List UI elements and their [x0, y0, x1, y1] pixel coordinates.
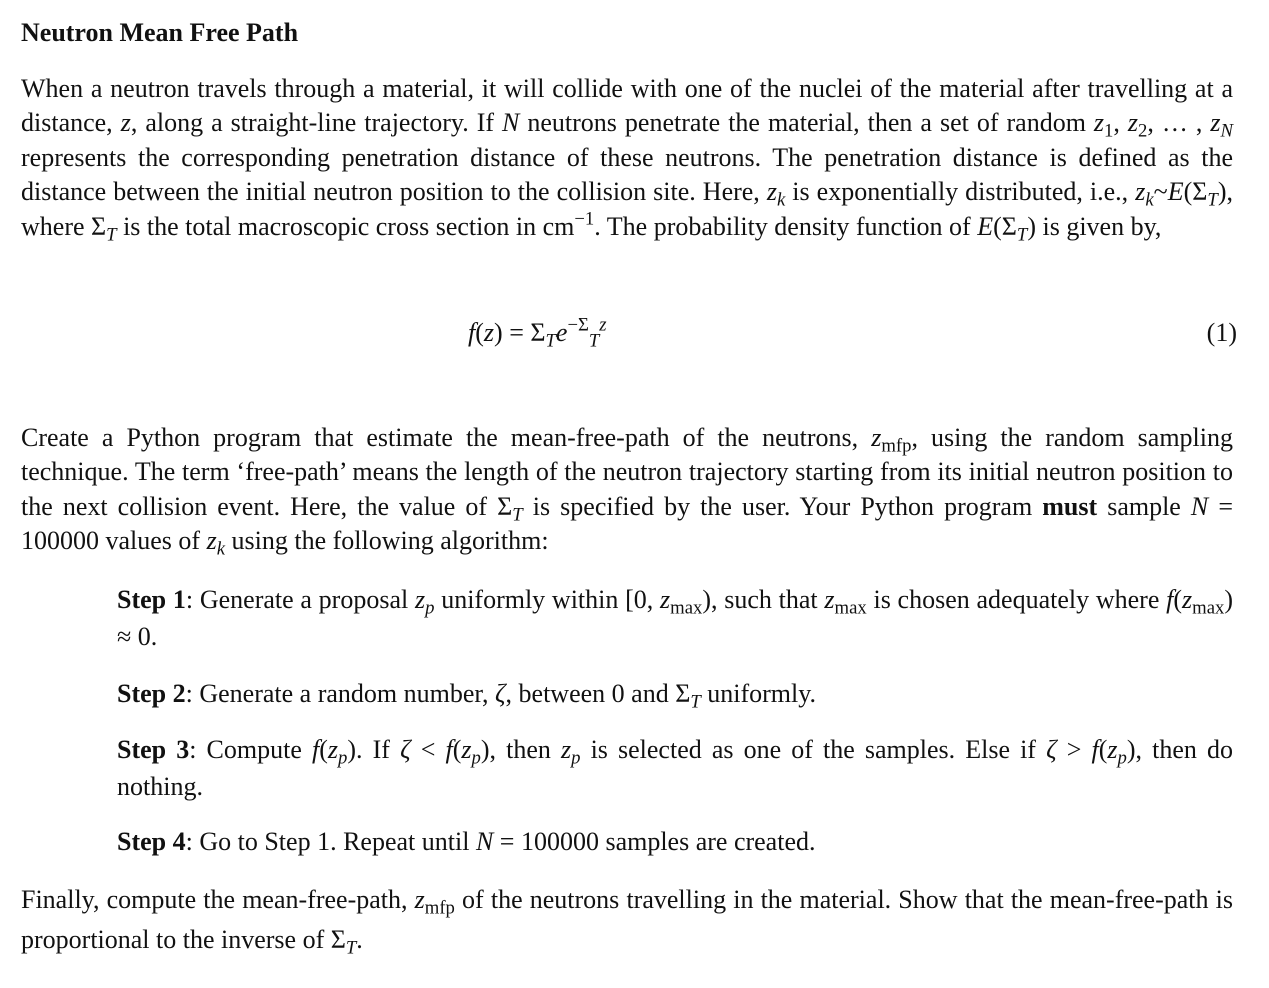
math-subscript: T — [512, 504, 523, 526]
text-run: ( — [452, 735, 462, 764]
text-run: ( — [475, 318, 484, 347]
math-symbol: z — [871, 423, 882, 452]
math-subscript: T — [588, 330, 600, 352]
math-subscript: T — [106, 224, 117, 246]
text-run: > — [1056, 735, 1092, 764]
step-1 — [117, 581, 1233, 655]
text-run: ) is given by, — [1027, 211, 1162, 241]
text-run: Create a Python program that estimate the mean-free-path of the neutrons, — [21, 423, 872, 452]
math-symbol: z — [120, 108, 131, 138]
math-subscript: T — [690, 691, 701, 713]
task-paragraph — [21, 421, 1233, 559]
math-symbol: z — [206, 526, 217, 556]
math-symbol: f — [468, 318, 476, 347]
math-symbol: f — [311, 735, 320, 764]
math-symbol: z — [1182, 585, 1193, 614]
text-run: ( — [319, 735, 328, 764]
text-run: ), where Σ — [21, 177, 1233, 241]
text-run: is exponentially distributed, i.e., — [785, 177, 1136, 207]
math-superscript: z — [599, 314, 607, 336]
math-symbol: z — [660, 585, 671, 614]
math-subscript: p — [471, 747, 481, 769]
text-run: sample — [1097, 491, 1191, 521]
math-symbol: z — [1127, 108, 1139, 138]
math-symbol: z — [1093, 108, 1105, 138]
text-run: ), then do nothing. — [117, 735, 1233, 801]
text-run: : Go to Step 1. Repeat until — [185, 827, 476, 856]
text-run: uniformly within [0, — [434, 585, 661, 614]
text-run: neutrons penetrate the material, then a set of random — [519, 108, 1094, 138]
math-symbol: E — [977, 211, 994, 241]
math-superscript: −Σ — [567, 314, 589, 336]
math-symbol: ζ — [495, 679, 506, 708]
math-subscript: p — [1117, 747, 1127, 769]
step-label: Step 3 — [117, 735, 190, 764]
text-run: ). If — [347, 735, 401, 764]
text-run: ~ — [1153, 177, 1168, 207]
pdf-equation — [468, 314, 607, 352]
text-run: (Σ — [1183, 177, 1208, 207]
text-run: must — [1042, 491, 1098, 521]
math-subscript: T — [345, 937, 357, 959]
math-symbol: f — [1166, 585, 1174, 614]
math-subscript: k — [776, 189, 786, 211]
text-run: ), such that — [702, 585, 825, 614]
math-symbol: f — [445, 735, 453, 764]
math-symbol: N — [475, 827, 494, 856]
text-run: . — [356, 925, 363, 954]
math-symbol: ζ — [400, 735, 411, 764]
math-subscript: p — [425, 597, 435, 619]
math-subscript: k — [1145, 189, 1154, 211]
math-subscript: max — [1192, 597, 1225, 619]
text-run: is specified by the user. Your Python program — [522, 491, 1043, 521]
text-run: ) = Σ — [494, 318, 546, 347]
conclusion-paragraph — [21, 880, 1233, 960]
text-run: ( — [1098, 735, 1108, 764]
text-run: is selected as one of the samples. Else if — [580, 735, 1047, 764]
math-symbol: z — [414, 885, 425, 914]
math-symbol: z — [824, 585, 835, 614]
math-subscript: mfp — [881, 435, 912, 457]
math-subscript: mfp — [424, 897, 455, 919]
math-symbol: N — [1190, 491, 1209, 521]
step-3 — [117, 731, 1233, 805]
text-run: : Compute — [189, 735, 312, 764]
math-symbol: z — [327, 735, 339, 764]
math-symbol: z — [1107, 735, 1118, 764]
text-run: . The probability density function of — [594, 211, 978, 241]
text-run: of the neutrons travelling in the material. Show that the mean-free-path is proportional to the inverse of Σ — [21, 885, 1233, 954]
step-label: Step 2 — [117, 679, 186, 708]
math-subscript: N — [1220, 121, 1234, 143]
math-subscript: T — [545, 330, 556, 352]
text-run: ), then — [480, 735, 561, 764]
step-2 — [117, 675, 1233, 712]
math-symbol: N — [502, 108, 520, 138]
text-run: , … , — [1147, 108, 1211, 138]
math-symbol: z — [414, 585, 426, 614]
page-title: Neutron Mean Free Path — [21, 18, 299, 47]
text-run: = 100000 values of — [21, 491, 1233, 556]
step-label: Step 4 — [117, 827, 186, 856]
text-run: < — [410, 735, 446, 764]
math-subscript: max — [834, 597, 867, 619]
math-symbol: ζ — [1046, 735, 1057, 764]
text-run: (Σ — [993, 211, 1017, 241]
math-subscript: T — [1016, 224, 1028, 246]
text-run: ( — [1173, 585, 1183, 614]
math-subscript: p — [338, 747, 348, 769]
math-subscript: max — [670, 597, 703, 619]
step-label: Step 1 — [117, 585, 186, 614]
math-symbol: z — [461, 735, 472, 764]
math-subscript: p — [571, 747, 581, 769]
math-subscript: T — [1207, 189, 1218, 211]
math-symbol: z — [766, 177, 777, 207]
text-run: = 100000 samples are created. — [493, 827, 816, 856]
math-symbol: E — [1167, 177, 1184, 207]
text-run: Finally, compute the mean-free-path, — [21, 885, 415, 914]
text-run: : Generate a random number, — [185, 679, 496, 708]
math-symbol: f — [1091, 735, 1099, 764]
step-4 — [117, 823, 1233, 860]
text-run: : Generate a proposal — [185, 585, 415, 614]
text-run: , along a straight-line trajectory. If — [130, 108, 503, 138]
math-symbol: z — [1210, 108, 1221, 138]
math-symbol: z — [483, 318, 495, 347]
text-run: uniformly. — [700, 679, 817, 708]
text-run: is the total macroscopic cross section in cm — [116, 211, 575, 241]
equation-number: (1) — [1206, 318, 1237, 347]
math-symbol: z — [1135, 177, 1146, 207]
math-symbol: z — [560, 735, 572, 764]
intro-paragraph — [21, 72, 1233, 244]
text-run: ) ≈ 0. — [117, 585, 1234, 651]
math-subscript: 2 — [1138, 121, 1148, 143]
text-run: represents the corresponding penetration distance of these neutrons. The penetration distance is defined as the distance between the initial neutron position to the collision site. Here, — [21, 142, 1233, 207]
text-run: , between 0 and Σ — [505, 679, 691, 708]
text-run: , — [1113, 108, 1128, 138]
math-symbol: e — [555, 318, 568, 347]
text-run: , using the random sampling technique. The term ‘free-path’ means the length of the neutron trajectory starting from its initial neutron position to the next collision event. Here, the value of Σ — [21, 423, 1233, 521]
text-run: using the following algorithm: — [225, 526, 549, 556]
text-run: is chosen adequately where — [866, 585, 1167, 614]
math-subscript: 1 — [1104, 121, 1114, 143]
math-subscript: k — [216, 538, 226, 560]
math-superscript: −1 — [574, 208, 595, 230]
text-run: When a neutron travels through a material, it will collide with one of the nuclei of the material after travelling at a distance, — [21, 74, 1233, 138]
